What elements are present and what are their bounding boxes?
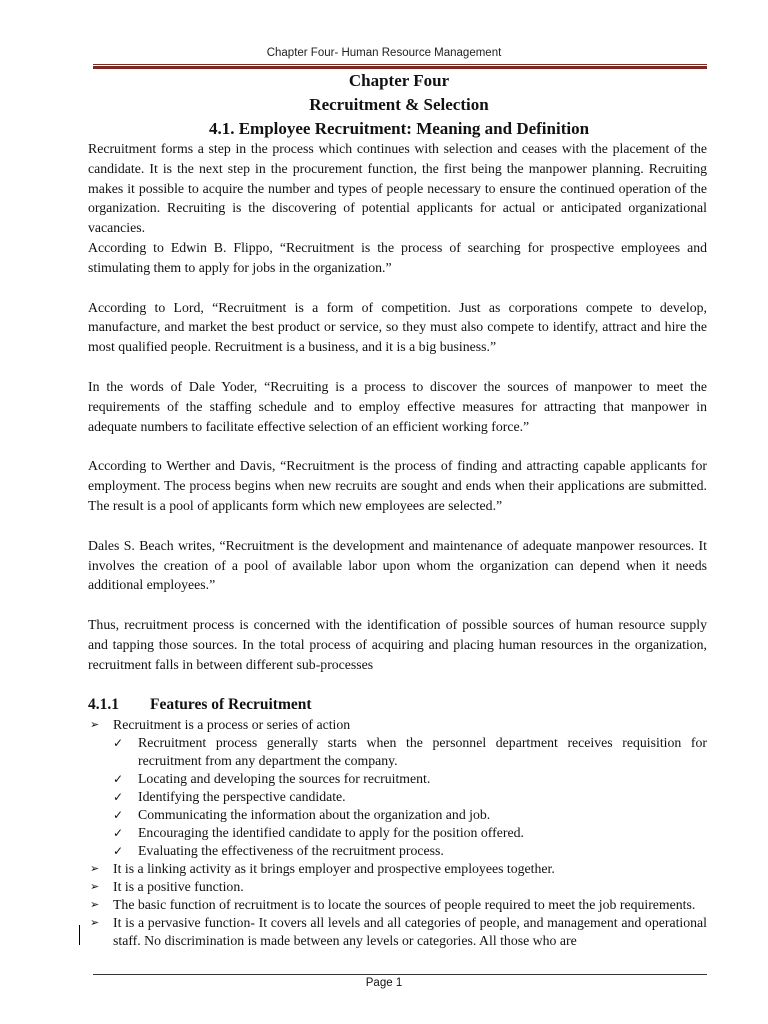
features-number: 4.1.1 — [88, 695, 119, 713]
section-heading: 4.1. Employee Recruitment: Meaning and Definition — [208, 119, 590, 138]
arrow-bullet-icon: ➢ — [90, 862, 100, 876]
running-header: Chapter Four- Human Resource Management — [266, 47, 502, 59]
sublist-item — [113, 734, 707, 770]
chapter-subject: Recruitment & Selection — [309, 95, 489, 114]
sublist-item — [113, 824, 707, 842]
check-icon: ✓ — [113, 808, 124, 823]
arrow-bullet-icon: ➢ — [90, 916, 100, 930]
chapter-title: Chapter Four — [348, 71, 450, 90]
arrow-bullet-icon: ➢ — [90, 880, 100, 894]
sublist-item-text: Communicating the information about the organization and job. — [138, 807, 491, 823]
check-icon: ✓ — [113, 826, 124, 841]
sublist-item — [113, 770, 707, 788]
list-item-text: Recruitment is a process or series of action — [113, 717, 351, 733]
text-cursor — [79, 925, 80, 945]
list-item-text: The basic function of recruitment is to locate the sources of people required to meet the job requirements. — [113, 897, 696, 913]
paragraph-intro: Recruitment forms a step in the process which continues with selection and ceases with the placement of the candidate. It is the next step in the procurement function, the first being the manpower planning. Recruiting makes it possible to acquire the number and types of people necessary to ensure the continued operation of the organization. Recruiting is the discovering of potential applicants for actual or anticipated organizational vacancies. — [88, 141, 707, 236]
check-icon: ✓ — [113, 790, 124, 805]
body-text — [88, 139, 707, 950]
paragraph-yoder: In the words of Dale Yoder, “Recruiting is a process to discover the sources of manpower to meet the requirements of the staffing schedule and to employ effective measures for attracting that manpower in adequate numbers to facilitate effective selection of an efficient working force.” — [88, 378, 707, 434]
sublist-item-text: Encouraging the identified candidate to apply for the position offered. — [138, 825, 524, 841]
check-icon: ✓ — [113, 844, 124, 859]
features-list — [88, 716, 707, 950]
list-item — [88, 878, 707, 896]
sublist-item — [113, 842, 707, 860]
header-rule-thin — [93, 64, 707, 65]
page-number: Page 1 — [365, 977, 403, 989]
sublist-item-text: Recruitment process generally starts when the personnel department receives requisition for recruitment from any department the company. — [138, 735, 707, 769]
arrow-bullet-icon: ➢ — [90, 898, 100, 912]
sublist-item-text: Locating and developing the sources for recruitment. — [138, 771, 431, 787]
list-item — [88, 914, 707, 950]
list-item-text: It is a positive function. — [113, 879, 244, 895]
sublist-item-text: Identifying the perspective candidate. — [138, 789, 346, 805]
features-sublist — [113, 734, 707, 860]
footer-rule — [93, 974, 707, 975]
list-item — [88, 716, 707, 860]
sublist-item — [113, 788, 707, 806]
check-icon: ✓ — [113, 772, 124, 787]
title-block — [88, 69, 710, 141]
paragraph-summary: Thus, recruitment process is concerned with the identification of possible sources of human resource supply and tapping those sources. In the total process of acquiring and placing human resources in the organization, recruitment falls in between different sub-processes — [88, 617, 707, 672]
list-item-text: It is a linking activity as it brings employer and prospective employees together. — [113, 861, 555, 877]
list-item — [88, 896, 707, 914]
sublist-item — [113, 806, 707, 824]
arrow-bullet-icon: ➢ — [90, 718, 100, 732]
list-item — [88, 860, 707, 878]
features-heading — [88, 695, 707, 715]
sublist-item-text: Evaluating the effectiveness of the recruitment process. — [138, 843, 444, 859]
check-icon: ✓ — [113, 736, 124, 751]
paragraph-beach: Dales S. Beach writes, “Recruitment is the development and maintenance of adequate manpower resources. It involves the creation of a pool of available labor upon whom the organization can depend when it needs additional employees.” — [88, 537, 707, 593]
list-item-text: It is a pervasive function- It covers all levels and all categories of people, and management and operational staff. No discrimination is made between any levels or categories. All those who are — [113, 915, 707, 949]
features-title: Features of Recruitment — [150, 695, 312, 713]
paragraph-werther-davis: According to Werther and Davis, “Recruitment is the process of finding and attracting capable applicants for employment. The process begins when new recruits are sought and ends when their applications are submitted. The result is a pool of applicants form which new employees are selected.” — [88, 458, 707, 513]
paragraph-lord: According to Lord, “Recruitment is a form of competition. Just as corporations compete to develop, manufacture, and market the best product or service, so they must also compete to identify, attract and hire the most qualified people. Recruitment is a business, and it is a big business.” — [88, 299, 707, 355]
paragraph-flippo: According to Edwin B. Flippo, “Recruitment is the process of searching for prospective employees and stimulating them to apply for jobs in the organization.” — [88, 239, 707, 275]
